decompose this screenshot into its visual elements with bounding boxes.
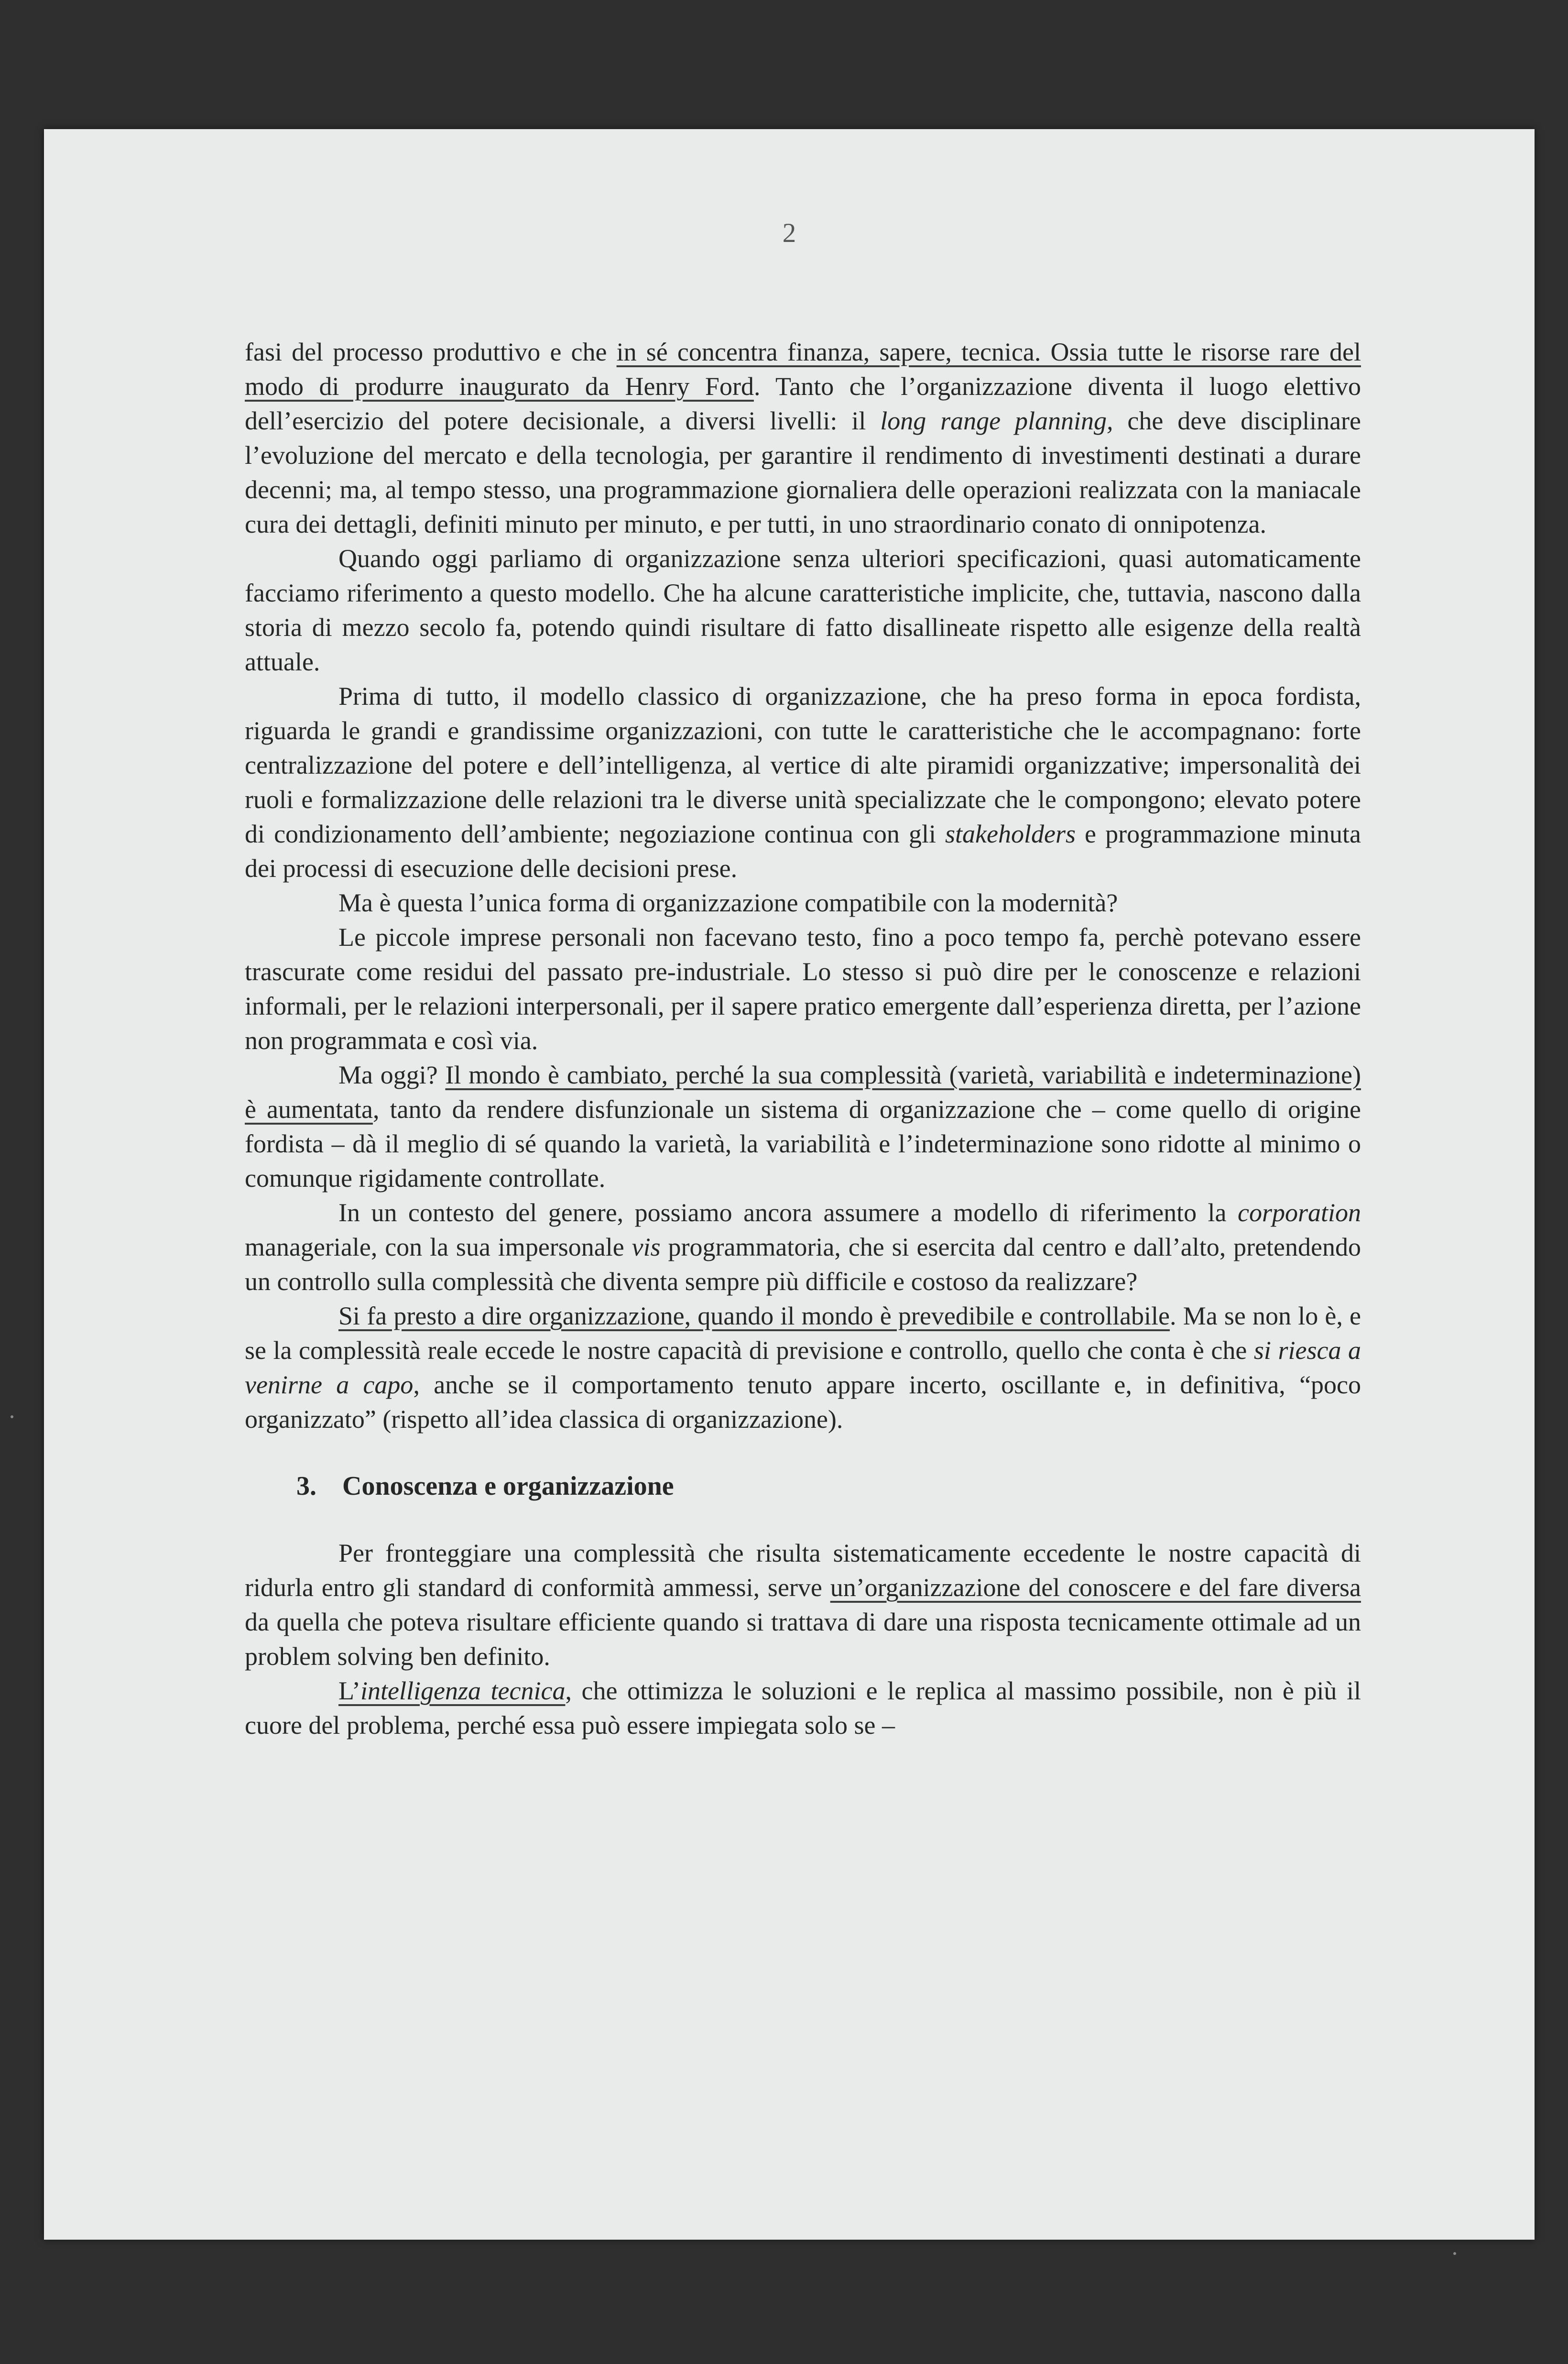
paragraph-5: Le piccole imprese personali non facevano testo, fino a poco tempo fa, perchè potevano essere trascurate come residui del passato pre-industriale. Lo stesso si può dire per le conoscenze e relazioni informali, per le relazioni interpersonali, per il sapere pratico emergente dall’esperienza diretta, per l’azione non programmata e così via. — [245, 923, 1361, 1055]
text-run: Ma oggi? — [338, 1061, 446, 1089]
section-title: Conoscenza e organizzazione — [342, 1471, 674, 1501]
paragraph-10 — [245, 1674, 1361, 1742]
text-run: , anche se il comportamento tenuto appare incerto, oscillante e, in definitiva, “poco organizzato” (rispetto all’idea classica di organizzazione). — [245, 1370, 1361, 1434]
italic-term: long range planning, — [880, 406, 1113, 435]
text-run: L’ — [338, 1676, 361, 1705]
handwritten-underline-2: Il mondo è cambiato, perché la sua complessità (varietà, variabilità e indeterminazione) è aumentata — [245, 1061, 1361, 1124]
handwritten-underline-5 — [338, 1676, 565, 1705]
handwritten-underline-3: Si fa presto a dire organizzazione, quando il mondo è prevedibile e controllabile — [338, 1302, 1170, 1330]
paragraph-8 — [245, 1299, 1361, 1436]
paragraph-2: Quando oggi parliamo di organizzazione senza ulteriori specificazioni, quasi automaticamente facciamo riferimento a questo modello. Che ha alcune caratteristiche implicite, che, tuttavia, nascono dalla storia di mezzo secolo fa, potendo quindi risultare di fatto disallineate rispetto alle esigenze della realtà attuale. — [245, 544, 1361, 676]
section-heading — [296, 1469, 1361, 1503]
handwritten-underline-1: in sé concentra finanza, sapere, tecnica. Ossia tutte le risorse rare del modo di produrre inaugurato da Henry Ford — [245, 338, 1361, 401]
text-run: In un contesto del genere, possiamo ancora assumere a modello di riferimento la — [338, 1198, 1238, 1227]
paragraph-7 — [245, 1195, 1361, 1299]
text-run: . Tanto che l’organizzazione diventa il luogo elettivo dell’esercizio del potere decisionale, a diversi livelli: il — [245, 372, 1361, 435]
text-run: Per fronteggiare una complessità che risulta sistematicamente eccedente le nostre capacità di ridurla entro gli standard di conformità ammessi, serve — [245, 1539, 1361, 1602]
text-run: programmatoria, che si esercita dal centro e dall’alto, pretendendo un controllo sulla complessità che diventa sempre più difficile e costoso da realizzare? — [245, 1233, 1361, 1296]
body-text — [245, 335, 1361, 1742]
text-run: , tanto da rendere disfunzionale un sistema di organizzazione che – come quello di origine fordista – dà il meglio di sé quando la varietà, la variabilità e l’indeterminazione sono ridotte al minimo o comunque rigidamente controllate. — [245, 1095, 1361, 1193]
italic-term: corporation — [1237, 1198, 1361, 1227]
text-run: , che ottimizza le soluzioni e le replica al massimo possibile, non è più il cuore del problema, perché essa può essere impiegata solo se – — [245, 1676, 1361, 1740]
section-number: 3. — [296, 1471, 316, 1501]
text-run: Prima di tutto, il modello classico di organizzazione, che ha preso forma in epoca fordista, riguarda le grandi e grandissime organizzazioni, con tutte le caratteristiche che le accompagnano: forte centralizzazione del potere e dell’intelligenza, al vertice di alte piramidi organizzative; impersonalità dei ruoli e formalizzazione delle relazioni tra le diverse unità specializzate che le compongono; elevato potere di condizionamento dell’ambiente; negoziazione continua con gli — [245, 682, 1361, 848]
paragraph-4: Ma è questa l’unica forma di organizzazione compatibile con la modernità? — [338, 888, 1118, 917]
italic-term: vis — [632, 1233, 661, 1261]
document-page — [44, 129, 1535, 2240]
text-run: da quella che poteva risultare efficiente quando si trattava di dare una risposta tecnicamente ottimale ad un problem solving ben definito. — [245, 1608, 1361, 1671]
paragraph-6 — [245, 1058, 1361, 1195]
text-run: manageriale, con la sua impersonale — [245, 1233, 632, 1261]
page-number: 2 — [782, 218, 796, 248]
paragraph-1 — [245, 335, 1361, 541]
text-run: fasi del processo produttivo e che — [245, 338, 617, 366]
italic-term: intelligenza tecnica — [360, 1676, 566, 1705]
paragraph-9 — [245, 1536, 1361, 1674]
italic-term: si riesca a venirne a capo — [245, 1336, 1361, 1399]
paragraph-3 — [245, 679, 1361, 886]
italic-term: stakeholders — [945, 820, 1076, 848]
text-run: . Ma se non lo è, e se la complessità reale eccede le nostre capacità di previsione e controllo, quello che conta è che — [245, 1302, 1361, 1365]
dust-speck — [11, 1415, 13, 1418]
dust-speck — [1453, 2252, 1456, 2255]
handwritten-underline-4: un’organizzazione del conoscere e del fare diversa — [830, 1573, 1361, 1602]
text-run: che deve disciplinare l’evoluzione del mercato e della tecnologia, per garantire il rendimento di investimenti destinati a durare decenni; ma, al tempo stesso, una programmazione giornaliera delle operazioni realizzata con la maniacale cura dei dettagli, definiti minuto per minuto, e per tutti, in uno straordinario conato di onnipotenza. — [245, 406, 1361, 538]
text-run: e programmazione minuta dei processi di esecuzione delle decisioni prese. — [245, 820, 1361, 883]
